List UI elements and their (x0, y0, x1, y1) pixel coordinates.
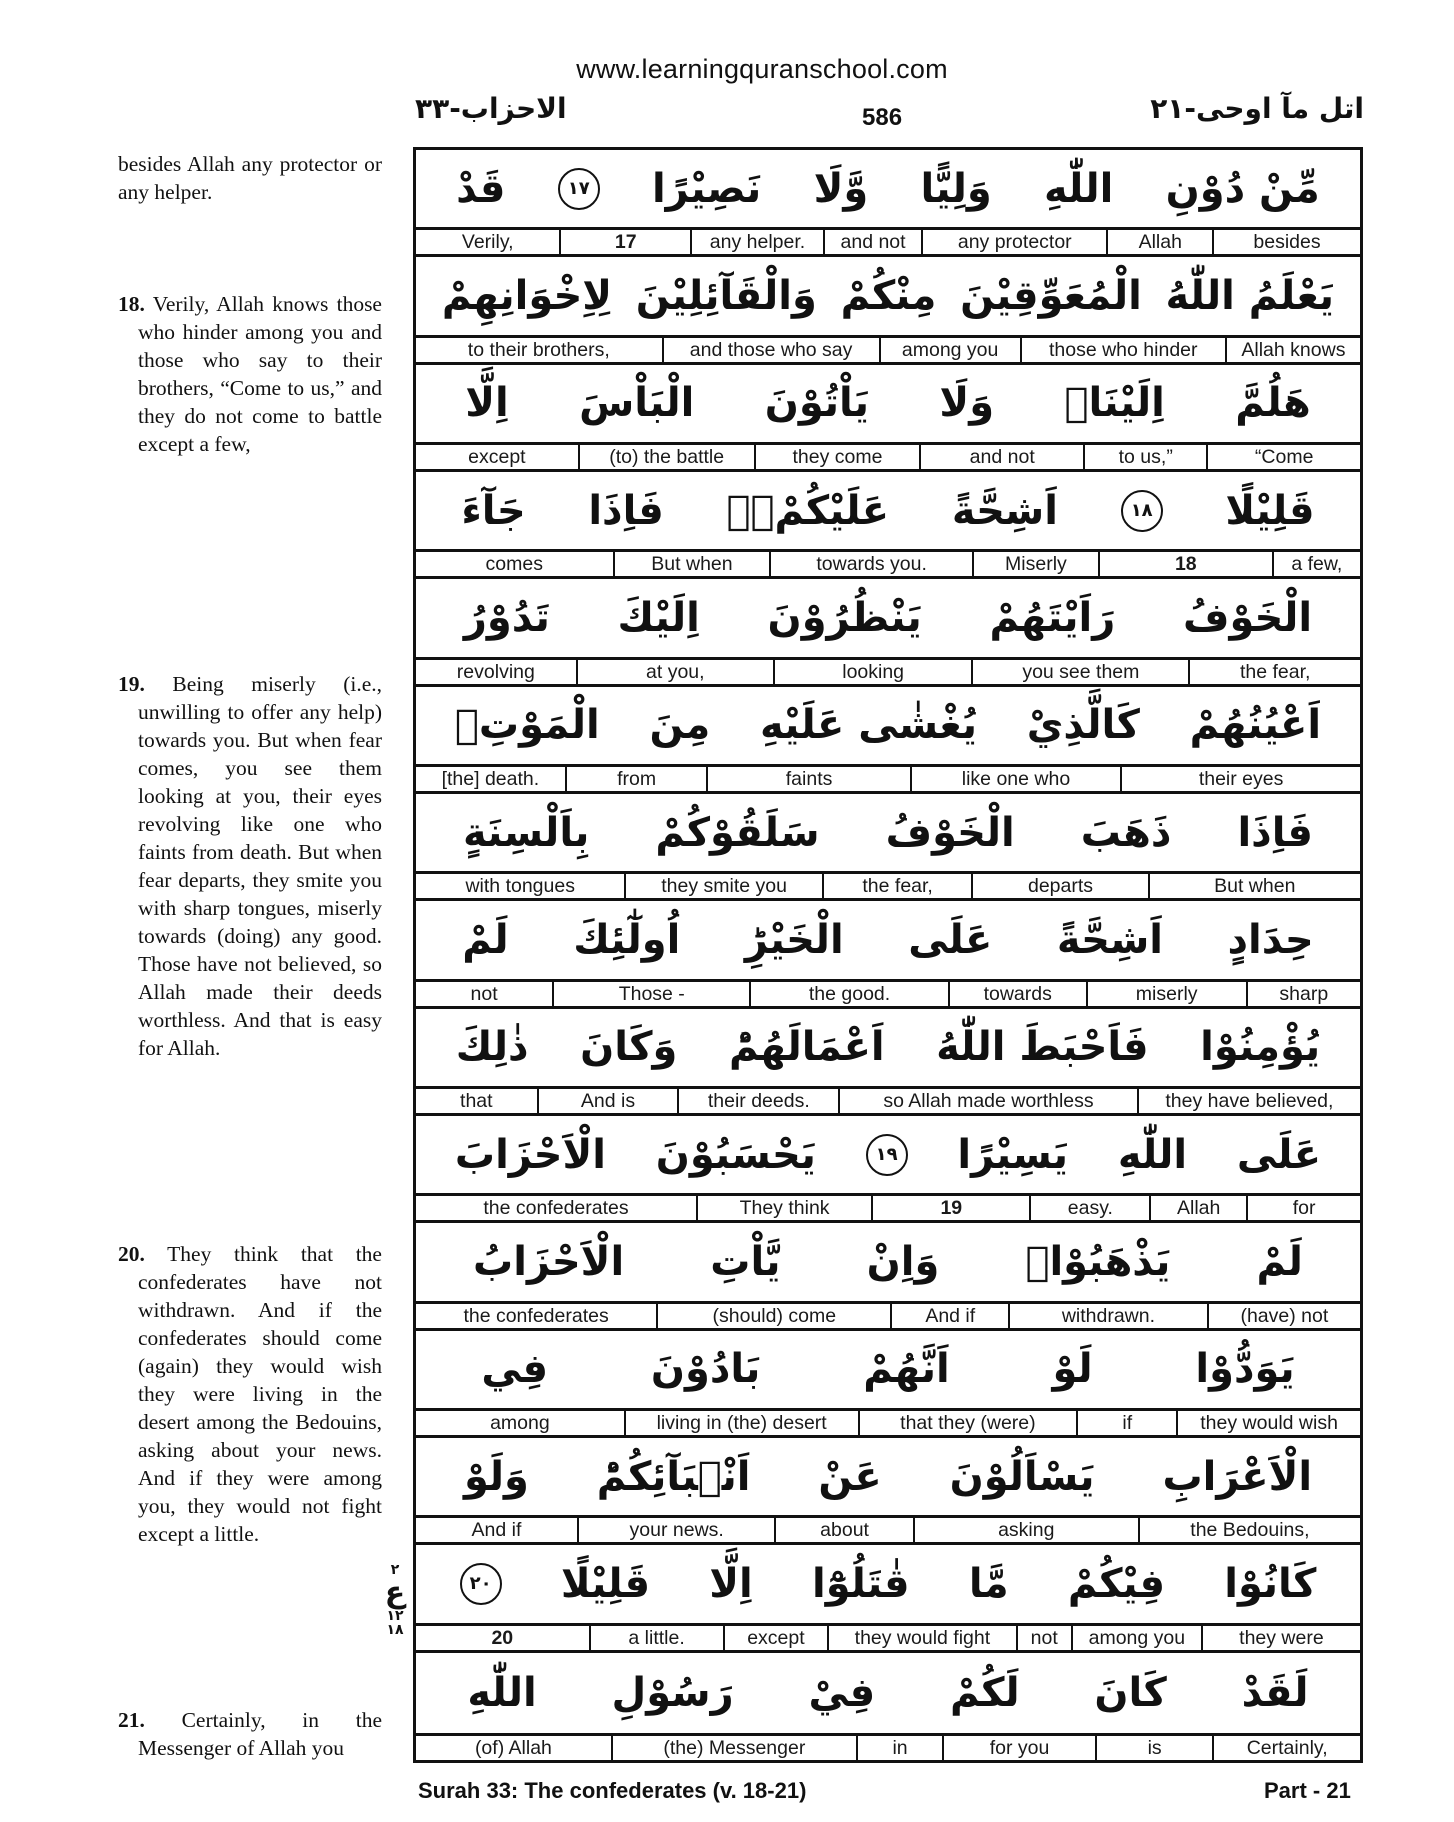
translation-cell: they were (1201, 1626, 1360, 1650)
verse-block (416, 365, 1360, 472)
translation-cell: withdrawn. (1008, 1304, 1207, 1328)
arabic-word: كَالَّذِيْ (1026, 702, 1140, 749)
translation-cell: (to) the battle (578, 445, 754, 469)
translation-cell: living in (the) desert (624, 1411, 858, 1435)
translation-cell: if (1076, 1411, 1176, 1435)
side-text: besides Allah any protector or any helper. (118, 152, 382, 204)
arabic-word: قٰتَلُوْٓا (811, 1560, 910, 1607)
translation-cell: (have) not (1207, 1304, 1360, 1328)
translation-cell: the fear, (1188, 660, 1360, 684)
arabic-word: اِلَيْنَاۚ (1064, 380, 1165, 427)
translation-row (416, 1626, 1360, 1653)
arabic-word: هَلُمَّ (1235, 380, 1311, 427)
side-translation-21 (118, 1706, 382, 1762)
translation-cell: for (1246, 1196, 1360, 1220)
side-text: They think that the confederates have not withdrawn. And if the confederates should come (again) they would wish they were living in the desert among the Bedouins, asking about your news. And if they were among you, they would not fight except a little. (138, 1242, 382, 1546)
verse-block (416, 794, 1360, 901)
translation-cell: towards (948, 982, 1086, 1006)
arabic-row (416, 901, 1360, 981)
translation-cell: those who hinder (1020, 338, 1225, 362)
translation-cell: not (1016, 1626, 1071, 1650)
verse-number-cell: 18 (1098, 552, 1272, 576)
translation-row (416, 1196, 1360, 1223)
arabic-word: اَعْمَالَهُمْؕ (728, 1024, 885, 1071)
translation-cell: except (723, 1626, 828, 1650)
arabic-row (416, 1116, 1360, 1196)
arabic-word: وَكَانَ (580, 1024, 678, 1071)
arabic-word: وَلَوْ (463, 1453, 529, 1500)
translation-cell: among you (1071, 1626, 1201, 1650)
side-translation-18 (118, 290, 382, 458)
translation-cell: (should) come (656, 1304, 890, 1328)
translation-cell: a little. (589, 1626, 723, 1650)
arabic-word: فِي (481, 1346, 549, 1393)
arabic-word: سَلَقُوْكُمْ (655, 809, 820, 856)
page-number: 586 (862, 104, 903, 131)
arabic-word: فِيْ (808, 1669, 876, 1716)
translation-cell: Allah (1149, 1196, 1246, 1220)
translation-cell: Allah (1106, 230, 1212, 254)
arabic-word: نَصِيْرًا (651, 165, 762, 212)
translation-cell: towards you. (769, 552, 972, 576)
arabic-word: لَكُمْ (949, 1669, 1020, 1716)
arabic-word: اَشِحَّةً (951, 487, 1058, 534)
translation-cell: (the) Messenger (611, 1736, 856, 1760)
verse-block (416, 901, 1360, 1008)
translation-cell: “Come (1206, 445, 1360, 469)
arabic-word: مِنْكُمْ (840, 272, 937, 319)
translation-cell: that (460, 1089, 493, 1112)
ayah-end-marker: ١٨ (1121, 490, 1163, 532)
arabic-word: الْاَحْزَابَ (454, 1131, 606, 1178)
translation-cell: they come (754, 445, 920, 469)
translation-cell: not (470, 982, 498, 1005)
arabic-word: وَالْقَآئِلِيْنَ (635, 272, 817, 319)
translation-cell: a few, (1272, 552, 1360, 576)
verse-number-cell: 19 (871, 1196, 1029, 1220)
translation-cell: and those who say (662, 338, 879, 362)
translation-cell: their deeds. (677, 1089, 838, 1113)
arabic-row (416, 1545, 1360, 1625)
translation-row (416, 767, 1360, 794)
arabic-word: يَاْتُوْنَ (764, 380, 870, 427)
footer-part-label: Part - 21 (1264, 1778, 1351, 1803)
translation-cell: they would wish (1176, 1411, 1360, 1435)
side-text: Certainly, in the Messenger of Allah you (138, 1708, 382, 1760)
translation-row (416, 982, 1360, 1009)
arabic-word: عَلَيْكُمْۚۖ (726, 487, 890, 534)
word-by-word-table (413, 147, 1363, 1763)
translation-row (416, 874, 1360, 901)
arabic-word: قَلِيْلًا (560, 1560, 651, 1607)
side-text: Being miserly (i.e., unwilling to offer any help) towards you. But when fear comes, you see them looking at you, their eyes revolving like one who faints from death. But when fear departs, they smite you with sharp tongues, miserly towards (doing) any good. Those have not believed, so Allah made their deeds worthless. And that is easy for Allah. (138, 672, 383, 1060)
translation-cell: you see them (971, 660, 1188, 684)
arabic-word: فِيْكُمْ (1067, 1560, 1166, 1607)
verse-number: 19. (118, 672, 145, 696)
arabic-word: يَحْسَبُوْنَ (655, 1131, 816, 1178)
arabic-word: اَنَّهُمْ (863, 1346, 950, 1393)
arabic-word: ذٰلِكَ (455, 1024, 529, 1071)
side-translation-17-end (118, 150, 382, 206)
translation-cell: Certainly, (1212, 1736, 1360, 1760)
arabic-word: اُولٰٓئِكَ (573, 916, 681, 963)
arabic-word: لَمْ (462, 916, 509, 963)
translation-cell: with tongues (465, 875, 575, 898)
verse-block (416, 1653, 1360, 1760)
arabic-word: يُغْشٰى عَلَيْهِ (760, 702, 977, 749)
ayah-end-marker: ١٩ (866, 1134, 908, 1176)
translation-cell: except (468, 445, 526, 468)
arabic-word: اِلَّا (709, 1560, 753, 1607)
verse-block (416, 1223, 1360, 1330)
translation-cell: your news. (577, 1518, 775, 1542)
translation-cell: [the] death. (441, 767, 540, 790)
translation-cell: looking (773, 660, 971, 684)
translation-cell: and not (919, 445, 1083, 469)
translation-cell: faints (706, 767, 909, 791)
arabic-word: قَلِيْلًا (1225, 487, 1315, 534)
translation-cell: But when (1148, 874, 1360, 898)
arabic-word: جَآءَ (461, 487, 526, 534)
translation-cell: the fear, (822, 874, 972, 898)
verse-number-cell: 17 (559, 230, 690, 254)
translation-cell: sharp (1246, 982, 1360, 1006)
translation-cell: and not (823, 230, 921, 254)
translation-cell: any helper. (690, 230, 823, 254)
arabic-word: الْاَحْزَابُ (473, 1238, 625, 1285)
verse-number: 18. (118, 292, 145, 316)
arabic-row (416, 365, 1360, 445)
arabic-word: بِاَلْسِنَةٍ (463, 809, 590, 856)
arabic-word: اللّٰهِ (1044, 165, 1114, 212)
translation-cell: they would fight (827, 1626, 1015, 1650)
arabic-word: اللّٰهِ (467, 1669, 537, 1716)
translation-row (416, 445, 1360, 472)
arabic-word: اللّٰهِ (1117, 1131, 1188, 1178)
translation-cell: miserly (1086, 982, 1246, 1006)
arabic-word: لَوْ (1052, 1346, 1093, 1393)
translation-cell: at you, (576, 660, 773, 684)
translation-row (416, 1411, 1360, 1438)
translation-cell: departs (971, 874, 1147, 898)
arabic-row (416, 257, 1360, 337)
arabic-word: لَقَدْ (1241, 1669, 1309, 1716)
translation-cell: comes (485, 553, 543, 576)
arabic-word: اَعْيُنُهُمْ (1189, 702, 1322, 749)
arabic-row (416, 794, 1360, 874)
arabic-word: وَلِيًّا (920, 165, 992, 212)
arabic-word: يَوَدُّوْا (1195, 1346, 1295, 1393)
surah-name-arabic: الاحزاب-٣٣ (415, 92, 567, 125)
arabic-word: وَلَا (939, 380, 995, 427)
arabic-word: وَّلَا (813, 165, 869, 212)
translation-cell: among (490, 1411, 550, 1434)
arabic-row (416, 1223, 1360, 1303)
translation-cell: they smite you (624, 874, 821, 898)
arabic-word: لِاِخْوَانِهِمْ (441, 272, 613, 319)
arabic-word: ذَهَبَ (1080, 809, 1172, 856)
translation-row (416, 338, 1360, 365)
arabic-word: رَاَيْتَهُمْ (989, 594, 1116, 641)
translation-row (416, 1518, 1360, 1545)
side-text: Verily, Allah knows those who hinder among you and those who say to their brothers, “Come to us,” and they do not come to battle except a few, (138, 292, 382, 456)
arabic-word: حِدَادٍ (1227, 916, 1314, 963)
verse-number-cell: 20 (491, 1626, 514, 1649)
arabic-word: فَاِذَا (1237, 809, 1313, 856)
arabic-word: رَسُوْلِ (611, 1669, 734, 1716)
translation-cell: for you (942, 1736, 1095, 1760)
ruku-top: ٢ (390, 1562, 400, 1578)
translation-cell: easy. (1029, 1196, 1149, 1220)
translation-cell: (of) Allah (474, 1736, 552, 1759)
arabic-word: يَسِيْرًا (957, 1131, 1069, 1178)
translation-cell: besides (1212, 230, 1360, 254)
arabic-word: الْمَوْتِۚ (454, 702, 600, 749)
arabic-word: تَدُوْرُ (463, 594, 550, 641)
verse-block (416, 1009, 1360, 1116)
arabic-word: يُؤْمِنُوْا (1200, 1024, 1321, 1071)
side-translation-20 (118, 1240, 382, 1548)
arabic-word: يَسْاَلُوْنَ (949, 1453, 1095, 1500)
arabic-word: لَمْ (1256, 1238, 1303, 1285)
arabic-word: الْاَعْرَابِ (1162, 1453, 1313, 1500)
translation-cell: their eyes (1120, 767, 1360, 791)
arabic-word: كَانَ (1094, 1669, 1167, 1716)
arabic-row (416, 579, 1360, 659)
translation-cell: any protector (921, 230, 1106, 254)
ayah-end-marker: ٢٠ (460, 1563, 502, 1605)
translation-cell: the confederates (483, 1197, 629, 1220)
arabic-word: بَادُوْنَ (650, 1346, 761, 1393)
verse-block (416, 1438, 1360, 1545)
arabic-word: اِلَّا (465, 380, 509, 427)
translation-cell: so Allah made worthless (838, 1089, 1137, 1113)
arabic-row (416, 150, 1360, 230)
arabic-row (416, 1009, 1360, 1089)
verse-number: 21. (118, 1708, 145, 1732)
ruku-marker (378, 1563, 412, 1643)
site-url: www.learningquranschool.com (576, 54, 948, 84)
translation-cell: to us,” (1083, 445, 1206, 469)
verse-number: 20. (118, 1242, 145, 1266)
translation-cell: is (1095, 1736, 1213, 1760)
verse-block (416, 1331, 1360, 1438)
arabic-row (416, 1331, 1360, 1411)
translation-cell: asking (913, 1518, 1138, 1542)
translation-row (416, 230, 1360, 257)
arabic-word: وَاِنْ (866, 1238, 940, 1285)
side-translation-19 (118, 670, 382, 1062)
translation-cell: among you (879, 338, 1020, 362)
arabic-word: يَعْلَمُ اللّٰهُ (1165, 272, 1335, 319)
arabic-row (416, 1653, 1360, 1736)
translation-cell: Those - (552, 982, 749, 1006)
arabic-word: عَنْ (818, 1453, 882, 1500)
arabic-word: مِّنْ دُوْنِ (1165, 165, 1320, 212)
translation-cell: about (774, 1518, 912, 1542)
translation-cell: And if (890, 1304, 1008, 1328)
arabic-word: مَّا (968, 1560, 1009, 1607)
arabic-word: عَلَى (908, 916, 993, 963)
translation-cell: revolving (456, 660, 535, 683)
translation-row (416, 552, 1360, 579)
arabic-row (416, 472, 1360, 552)
part-name-arabic: اتل مآ اوحی-٢١ (1150, 92, 1364, 125)
ayah-end-marker: ١٧ (558, 168, 600, 210)
translation-cell: the good. (749, 982, 947, 1006)
arabic-word: يَنْظُرُوْنَ (767, 594, 922, 641)
translation-cell: that they (were) (858, 1411, 1077, 1435)
arabic-word: اَشِحَّةً (1056, 916, 1163, 963)
verse-block (416, 472, 1360, 579)
translation-cell: they have believed, (1137, 1089, 1360, 1113)
arabic-word: اَنْۢبَآئِكُمْؕ (596, 1453, 751, 1500)
translation-row (416, 660, 1360, 687)
ruku-symbol: ع (384, 1575, 406, 1610)
arabic-word: كَانُوْا (1224, 1560, 1317, 1607)
translation-cell: And is (537, 1089, 678, 1113)
translation-row (416, 1089, 1360, 1116)
arabic-word: يَّاْتِ (710, 1238, 781, 1285)
translation-cell: Verily, (461, 231, 514, 254)
verse-block (416, 150, 1360, 257)
verse-block (416, 579, 1360, 686)
arabic-word: فَاِذَا (588, 487, 664, 534)
arabic-word: الْخَوْفُ (1182, 594, 1313, 641)
translation-cell: in (856, 1736, 942, 1760)
translation-cell: They think (696, 1196, 871, 1220)
arabic-word: الْخَيْرِؕ (744, 916, 844, 963)
translation-cell: Allah knows (1225, 338, 1360, 362)
translation-row (416, 1736, 1360, 1760)
arabic-row (416, 687, 1360, 767)
translation-cell: But when (613, 552, 770, 576)
translation-cell: from (565, 767, 707, 791)
translation-cell: the confederates (463, 1304, 609, 1327)
arabic-word: مِنَ (649, 702, 711, 749)
translation-cell: like one who (910, 767, 1120, 791)
arabic-word: الْمُعَوِّقِيْنَ (960, 272, 1142, 319)
translation-cell: And if (471, 1519, 522, 1542)
translation-cell: to their brothers, (467, 338, 610, 361)
arabic-word: اِلَيْكَ (617, 594, 700, 641)
arabic-word: يَذْهَبُوْاۚ (1025, 1238, 1171, 1285)
arabic-row (416, 1438, 1360, 1518)
arabic-word: عَلَى (1236, 1131, 1322, 1178)
verse-block (416, 257, 1360, 364)
arabic-word: الْخَوْفُ (885, 809, 1015, 856)
arabic-word: قَدْ (456, 165, 506, 212)
translation-cell: the Bedouins, (1138, 1518, 1360, 1542)
translation-row (416, 1304, 1360, 1331)
translation-cell: Miserly (972, 552, 1098, 576)
footer-surah-label: Surah 33: The confederates (v. 18-21) (418, 1778, 807, 1803)
verse-block (416, 687, 1360, 794)
verse-block (416, 1116, 1360, 1223)
ruku-bottom: ١٨ (386, 1622, 404, 1638)
arabic-word: الْبَاْسَ (579, 380, 695, 427)
arabic-word: فَاَحْبَطَ اللّٰهُ (936, 1024, 1149, 1071)
verse-block (416, 1545, 1360, 1652)
ruku-middle: ١٢ (386, 1608, 404, 1624)
